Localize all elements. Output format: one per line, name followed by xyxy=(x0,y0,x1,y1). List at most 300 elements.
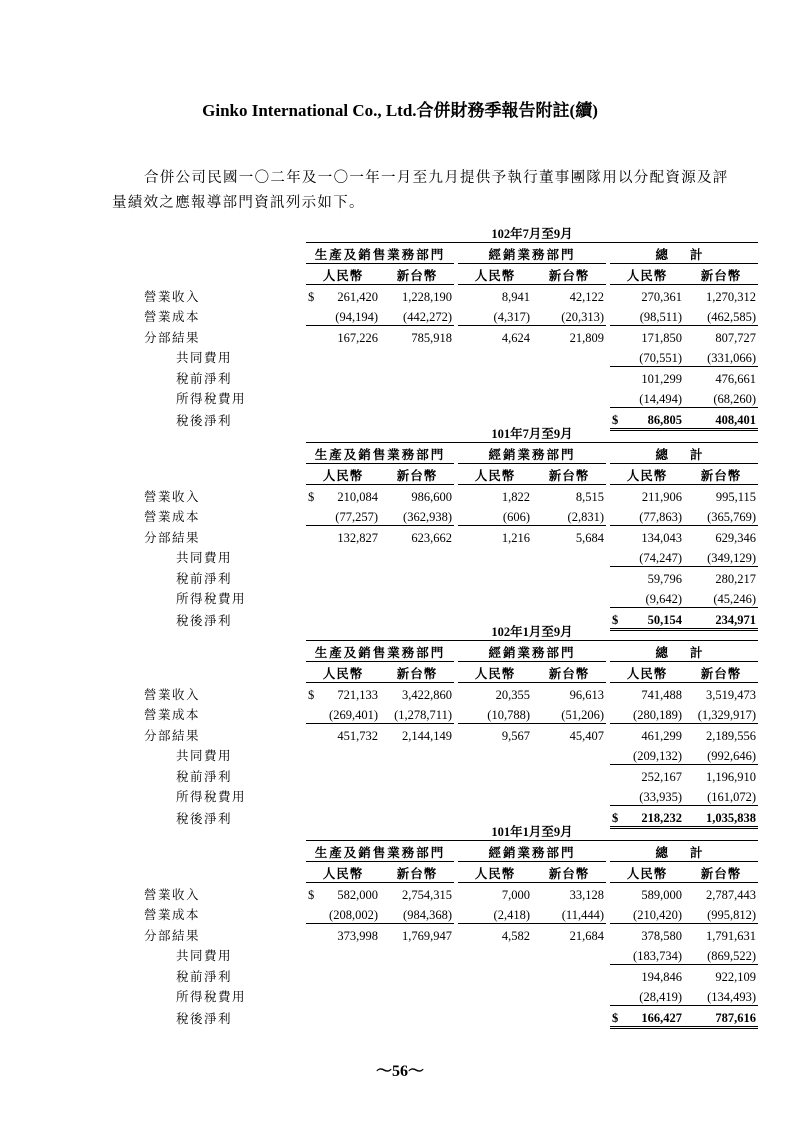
value-cell xyxy=(380,525,454,546)
value-text: 589,000 xyxy=(641,887,682,902)
table-row xyxy=(128,366,758,387)
value-text: (442,272) xyxy=(403,309,452,324)
value-text: (995,812) xyxy=(707,907,757,922)
value-text: 2,787,443 xyxy=(706,887,757,902)
value-text: 132,827 xyxy=(337,530,378,545)
currency-header: 新台幣 xyxy=(380,263,454,284)
table-row xyxy=(128,546,758,567)
value-cell xyxy=(306,305,380,326)
segment-table xyxy=(128,422,758,631)
currency-header: 新台幣 xyxy=(532,661,606,682)
currency-header: 人民幣 xyxy=(306,263,380,284)
value-cell xyxy=(380,882,454,903)
value-text: 8,515 xyxy=(575,489,604,504)
total-value-cell xyxy=(610,346,684,367)
value-text: 59,796 xyxy=(647,571,682,586)
value-text: (10,788) xyxy=(487,707,530,722)
value-text: 986,600 xyxy=(411,489,452,504)
value-cell xyxy=(458,682,532,703)
value-text: 721,133 xyxy=(337,687,378,702)
value-cell xyxy=(684,325,758,346)
currency-header: 人民幣 xyxy=(458,861,532,882)
value-text: 1,791,631 xyxy=(706,928,757,943)
value-text: (2,831) xyxy=(567,509,604,524)
value-text: (269,401) xyxy=(329,707,378,722)
dollar-sign: $ xyxy=(308,887,315,902)
value-cell xyxy=(306,903,380,924)
value-cell xyxy=(458,325,532,346)
value-text: 261,420 xyxy=(337,289,378,304)
table-row xyxy=(128,764,758,785)
value-cell xyxy=(610,505,684,526)
value-cell xyxy=(684,505,758,526)
dollar-sign: $ xyxy=(612,412,619,427)
value-text: 8,941 xyxy=(501,289,530,304)
value-text: (208,002) xyxy=(329,907,378,922)
row-label-tax: 所得稅費用 xyxy=(176,990,247,1004)
currency-header: 新台幣 xyxy=(684,263,758,284)
table-period: 102年1月至9月 xyxy=(306,620,758,640)
value-cell xyxy=(610,723,684,744)
table-row xyxy=(128,505,758,526)
value-text: 4,624 xyxy=(501,330,530,345)
row-label-pretax: 稅前淨利 xyxy=(176,371,233,386)
dollar-sign: $ xyxy=(612,612,619,627)
value-text: (209,132) xyxy=(633,748,682,763)
value-text: 7,000 xyxy=(501,887,530,902)
row-label-pretax: 稅前淨利 xyxy=(176,969,233,984)
row-label-revenue: 營業收入 xyxy=(144,687,201,702)
value-text: 1,228,190 xyxy=(402,289,452,304)
row-label-cost: 營業成本 xyxy=(144,310,201,324)
value-cell xyxy=(380,703,454,724)
value-cell xyxy=(532,703,606,724)
segment-production-header: 生產及銷售業務部門 xyxy=(306,640,454,661)
value-text: 96,613 xyxy=(569,687,604,702)
value-cell xyxy=(532,882,606,903)
currency-header: 人民幣 xyxy=(306,463,380,484)
value-cell xyxy=(380,923,454,944)
value-text: 218,232 xyxy=(641,810,682,825)
value-text: 3,422,860 xyxy=(402,687,452,702)
table-row xyxy=(128,587,758,608)
value-text: (9,642) xyxy=(645,591,682,606)
value-cell xyxy=(532,525,606,546)
table-row xyxy=(128,785,758,806)
value-cell xyxy=(458,723,532,744)
value-text: (4,317) xyxy=(493,309,530,324)
segment-production-header: 生產及銷售業務部門 xyxy=(306,242,454,263)
row-label-tax: 所得稅費用 xyxy=(176,790,247,804)
value-cell xyxy=(684,703,758,724)
value-cell xyxy=(306,505,380,526)
value-cell xyxy=(684,525,758,546)
value-text: 807,727 xyxy=(715,330,757,345)
value-text: (28,419) xyxy=(639,989,682,1004)
value-cell xyxy=(458,525,532,546)
table-row xyxy=(128,346,758,367)
value-text: (183,734) xyxy=(633,948,682,963)
value-cell xyxy=(532,284,606,305)
total-value-cell xyxy=(684,985,758,1006)
value-cell xyxy=(306,882,380,903)
value-text: (74,247) xyxy=(639,550,682,565)
table-row xyxy=(128,525,758,546)
value-text: 134,043 xyxy=(641,530,682,545)
segment-production-header: 生產及銷售業務部門 xyxy=(306,442,454,463)
value-cell xyxy=(458,703,532,724)
segment-table xyxy=(128,820,758,1029)
value-text: 2,189,556 xyxy=(706,728,757,743)
value-text: (45,246) xyxy=(713,591,757,606)
value-text: 252,167 xyxy=(641,769,682,784)
value-text: 280,217 xyxy=(715,571,757,586)
value-text: (51,206) xyxy=(561,707,604,722)
value-cell xyxy=(532,923,606,944)
currency-header: 新台幣 xyxy=(684,661,758,682)
value-text: (869,522) xyxy=(707,948,757,963)
total-value-cell xyxy=(610,587,684,608)
total-value-cell xyxy=(684,566,758,587)
value-cell xyxy=(532,484,606,505)
value-cell xyxy=(610,325,684,346)
value-text: 45,407 xyxy=(569,728,604,743)
value-cell xyxy=(306,484,380,505)
currency-header: 人民幣 xyxy=(306,861,380,882)
total-value-cell xyxy=(610,387,684,408)
value-text: 451,732 xyxy=(337,728,378,743)
segment-total-header-right: 計 xyxy=(684,840,758,861)
segment-distribution-header: 經銷業務部門 xyxy=(458,640,606,661)
value-cell xyxy=(532,325,606,346)
segment-total-header-right: 計 xyxy=(684,442,758,463)
value-cell xyxy=(610,525,684,546)
segment-table xyxy=(128,222,758,431)
value-cell xyxy=(380,723,454,744)
currency-header: 新台幣 xyxy=(532,463,606,484)
value-text: 167,226 xyxy=(337,330,378,345)
value-text: 461,299 xyxy=(641,728,682,743)
total-value-cell xyxy=(684,785,758,806)
segment-total-header-right: 計 xyxy=(684,242,758,263)
row-label-segment-result: 分部結果 xyxy=(144,728,201,743)
currency-header: 新台幣 xyxy=(532,263,606,284)
total-value-cell xyxy=(610,744,684,765)
intro-paragraph xyxy=(112,166,752,216)
value-cell xyxy=(380,484,454,505)
row-label-segment-result: 分部結果 xyxy=(144,530,201,545)
dollar-sign: $ xyxy=(308,687,315,702)
value-cell xyxy=(532,682,606,703)
table-row xyxy=(128,744,758,765)
value-text: 33,128 xyxy=(569,887,604,902)
table-row xyxy=(128,985,758,1006)
segment-table xyxy=(128,620,758,829)
value-cell xyxy=(458,284,532,305)
value-text: 476,661 xyxy=(715,371,757,386)
value-cell xyxy=(684,923,758,944)
row-label-common-expense: 共同費用 xyxy=(176,949,233,963)
segment-total-header-left: 總 xyxy=(610,840,684,861)
value-text: 21,684 xyxy=(569,928,604,943)
value-cell xyxy=(380,903,454,924)
total-value-cell xyxy=(684,346,758,367)
segment-total-header-left: 總 xyxy=(610,640,684,661)
currency-header: 人民幣 xyxy=(610,661,684,682)
table-row xyxy=(128,882,758,903)
value-text: 210,084 xyxy=(337,489,378,504)
value-text: (68,260) xyxy=(713,391,757,406)
value-text: 166,427 xyxy=(641,1010,682,1025)
value-cell xyxy=(684,682,758,703)
value-cell xyxy=(610,882,684,903)
currency-header: 人民幣 xyxy=(610,263,684,284)
total-value-cell xyxy=(610,546,684,567)
value-text: (992,646) xyxy=(707,748,757,763)
value-text: 234,971 xyxy=(715,612,757,627)
row-label-common-expense: 共同費用 xyxy=(176,351,233,365)
row-label-tax: 所得稅費用 xyxy=(176,392,247,406)
table-row xyxy=(128,566,758,587)
value-text: (349,129) xyxy=(707,550,757,565)
value-text: 5,684 xyxy=(575,530,604,545)
intro-line-2: 量績效之應報導部門資訊列示如下。 xyxy=(112,195,365,211)
value-text: 1,822 xyxy=(501,489,530,504)
dollar-sign: $ xyxy=(612,1010,619,1025)
table-row xyxy=(128,682,758,703)
total-value-cell xyxy=(684,944,758,965)
total-value-cell xyxy=(684,387,758,408)
value-text: (984,368) xyxy=(403,907,452,922)
intro-line-1: 合併公司民國一〇二年及一〇一年一月至九月提供予執行董事團隊用以分配資源及評 xyxy=(144,170,729,186)
value-text: 20,355 xyxy=(495,687,530,702)
currency-header: 人民幣 xyxy=(610,463,684,484)
value-text: 4,582 xyxy=(501,928,530,943)
table-period: 101年7月至9月 xyxy=(306,422,758,442)
value-cell xyxy=(610,305,684,326)
currency-header: 人民幣 xyxy=(458,661,532,682)
value-text: (2,418) xyxy=(493,907,530,922)
table-row xyxy=(128,305,758,326)
value-cell xyxy=(684,903,758,924)
value-cell xyxy=(306,923,380,944)
value-cell xyxy=(380,505,454,526)
row-label-revenue: 營業收入 xyxy=(144,489,201,504)
row-label-cost: 營業成本 xyxy=(144,908,201,922)
value-text: 2,144,149 xyxy=(402,728,452,743)
segment-production-header: 生產及銷售業務部門 xyxy=(306,840,454,861)
row-label-cost: 營業成本 xyxy=(144,510,201,524)
value-cell xyxy=(610,703,684,724)
value-text: 408,401 xyxy=(715,412,757,427)
value-text: 378,580 xyxy=(641,928,682,943)
value-text: 582,000 xyxy=(337,887,378,902)
table-row xyxy=(128,944,758,965)
row-label-tax: 所得稅費用 xyxy=(176,592,247,606)
dollar-sign: $ xyxy=(308,289,315,304)
value-cell xyxy=(380,305,454,326)
table-period: 102年7月至9月 xyxy=(306,222,758,242)
total-value-cell xyxy=(610,764,684,785)
value-text: 785,918 xyxy=(411,330,452,345)
value-text: 86,805 xyxy=(647,412,682,427)
value-text: 50,154 xyxy=(647,612,682,627)
value-text: (70,551) xyxy=(639,350,682,365)
table-row xyxy=(128,1005,758,1027)
segment-distribution-header: 經銷業務部門 xyxy=(458,442,606,463)
value-cell xyxy=(306,284,380,305)
value-cell xyxy=(610,903,684,924)
value-cell xyxy=(306,525,380,546)
value-text: 922,109 xyxy=(715,969,757,984)
value-text: 3,519,473 xyxy=(706,687,757,702)
value-text: 1,769,947 xyxy=(402,928,452,943)
table-row xyxy=(128,964,758,985)
value-text: 211,906 xyxy=(641,489,682,504)
row-label-cost: 營業成本 xyxy=(144,708,201,722)
dollar-sign: $ xyxy=(308,489,315,504)
currency-header: 新台幣 xyxy=(532,861,606,882)
total-value-cell xyxy=(610,366,684,387)
table-row xyxy=(128,284,758,305)
value-text: (462,585) xyxy=(707,309,757,324)
page-title: Ginko International Co., Ltd.合併財務季報告附註(續) xyxy=(202,101,598,120)
value-cell xyxy=(458,903,532,924)
table-row xyxy=(128,387,758,408)
value-cell xyxy=(532,723,606,744)
value-text: 171,850 xyxy=(641,330,682,345)
value-cell xyxy=(532,903,606,924)
value-cell xyxy=(610,484,684,505)
row-label-revenue: 營業收入 xyxy=(144,887,201,902)
value-text: 1,216 xyxy=(501,530,530,545)
value-text: 194,846 xyxy=(641,969,682,984)
currency-header: 人民幣 xyxy=(610,861,684,882)
segment-total-header-left: 總 xyxy=(610,442,684,463)
row-label-common-expense: 共同費用 xyxy=(176,749,233,763)
value-text: (362,938) xyxy=(403,509,452,524)
value-text: (98,511) xyxy=(639,309,682,324)
currency-header: 新台幣 xyxy=(380,661,454,682)
row-label-net: 稅後淨利 xyxy=(176,414,233,428)
value-cell xyxy=(610,923,684,944)
value-text: 629,346 xyxy=(715,530,757,545)
value-text: (365,769) xyxy=(707,509,757,524)
currency-header: 新台幣 xyxy=(380,463,454,484)
value-cell xyxy=(306,703,380,724)
value-text: (11,444) xyxy=(561,907,604,922)
total-value-cell xyxy=(684,964,758,985)
currency-header: 新台幣 xyxy=(380,861,454,882)
total-value-cell xyxy=(610,964,684,985)
currency-header: 新台幣 xyxy=(684,463,758,484)
value-text: 2,754,315 xyxy=(402,887,452,902)
value-text: (33,935) xyxy=(639,789,682,804)
value-text: 741,488 xyxy=(641,687,682,702)
value-text: (606) xyxy=(502,509,530,524)
row-label-pretax: 稅前淨利 xyxy=(176,769,233,784)
value-cell xyxy=(684,305,758,326)
value-text: (210,420) xyxy=(633,907,682,922)
row-label-net: 稅後淨利 xyxy=(176,1012,233,1026)
value-text: (20,313) xyxy=(561,309,604,324)
segment-distribution-header: 經銷業務部門 xyxy=(458,242,606,263)
row-label-pretax: 稅前淨利 xyxy=(176,571,233,586)
currency-header: 新台幣 xyxy=(684,861,758,882)
total-value-cell xyxy=(684,764,758,785)
row-label-revenue: 營業收入 xyxy=(144,289,201,304)
value-cell xyxy=(380,682,454,703)
value-text: (161,072) xyxy=(707,789,757,804)
value-text: 787,616 xyxy=(715,1010,757,1025)
segment-total-header-right: 計 xyxy=(684,640,758,661)
value-cell xyxy=(684,882,758,903)
value-cell xyxy=(458,305,532,326)
value-text: 1,035,838 xyxy=(706,810,757,825)
value-text: 1,270,312 xyxy=(706,289,757,304)
value-text: 1,196,910 xyxy=(706,769,757,784)
table-row xyxy=(128,484,758,505)
page-number: ～56～ xyxy=(375,1063,424,1080)
value-cell xyxy=(458,923,532,944)
row-label-segment-result: 分部結果 xyxy=(144,928,201,943)
value-cell xyxy=(458,505,532,526)
table-row xyxy=(128,903,758,924)
table-row xyxy=(128,703,758,724)
value-cell xyxy=(458,882,532,903)
value-text: (280,189) xyxy=(633,707,682,722)
value-text: 42,122 xyxy=(569,289,604,304)
value-text: (1,329,917) xyxy=(697,707,757,722)
table-period: 101年1月至9月 xyxy=(306,820,758,840)
value-text: 995,115 xyxy=(715,489,757,504)
value-cell xyxy=(532,305,606,326)
table-row xyxy=(128,723,758,744)
value-cell xyxy=(610,682,684,703)
total-value-cell xyxy=(684,1005,758,1027)
value-text: (331,066) xyxy=(707,350,757,365)
value-cell xyxy=(610,284,684,305)
value-cell xyxy=(684,284,758,305)
value-cell xyxy=(380,284,454,305)
value-text: (134,493) xyxy=(707,989,757,1004)
row-label-segment-result: 分部結果 xyxy=(144,330,201,345)
total-value-cell xyxy=(684,587,758,608)
value-cell xyxy=(306,325,380,346)
value-text: 101,299 xyxy=(641,371,682,386)
total-value-cell xyxy=(610,985,684,1006)
value-text: (77,257) xyxy=(335,509,378,524)
total-value-cell xyxy=(610,785,684,806)
total-value-cell xyxy=(610,1005,684,1027)
currency-header: 人民幣 xyxy=(458,463,532,484)
segment-total-header-left: 總 xyxy=(610,242,684,263)
segment-distribution-header: 經銷業務部門 xyxy=(458,840,606,861)
row-label-net: 稅後淨利 xyxy=(176,812,233,826)
value-text: (94,194) xyxy=(335,309,378,324)
value-cell xyxy=(306,723,380,744)
value-cell xyxy=(306,682,380,703)
dollar-sign: $ xyxy=(612,810,619,825)
table-row xyxy=(128,325,758,346)
value-text: 21,809 xyxy=(569,330,604,345)
value-text: 270,361 xyxy=(641,289,682,304)
value-text: (14,494) xyxy=(639,391,682,406)
value-cell xyxy=(532,505,606,526)
value-cell xyxy=(684,484,758,505)
row-label-net: 稅後淨利 xyxy=(176,614,233,628)
value-text: (77,863) xyxy=(639,509,682,524)
